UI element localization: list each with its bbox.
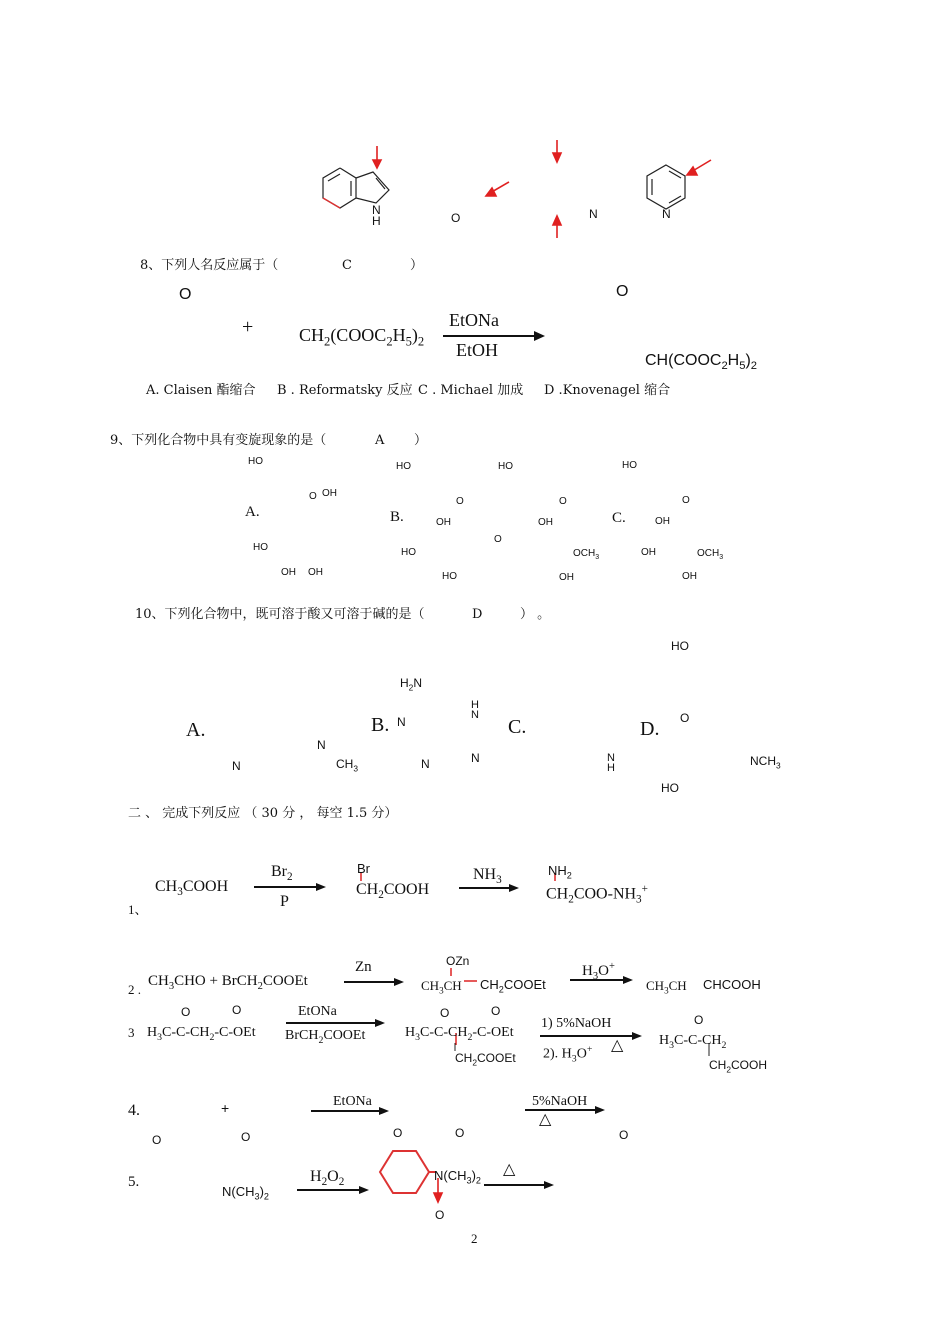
pyridine-n-label: N [662, 207, 671, 221]
rxn4-num: 4. [128, 1102, 140, 1119]
rxn2-above2: $H_3O^+$ [582, 961, 615, 982]
q9-b-o-3: O [559, 496, 567, 507]
rxn5-reactant: $N(CH_3)_2$ [222, 1184, 269, 1202]
rxn2-intermediate: $CH_3CH$ [421, 978, 462, 996]
rxn4-o-2: O [241, 1130, 251, 1144]
q8-question: 8、下列人名反应属于（ [140, 258, 279, 273]
rxn3-int-o-2: O [491, 1004, 501, 1018]
rxn3-prod-o: O [694, 1013, 704, 1027]
rxn1-num: 1、 [128, 902, 148, 917]
q8-option-d: D .Knovenagel 缩合 [544, 383, 671, 398]
rxn3-intermediate: $H_3C-C-CH_2-C$-OEt [405, 1025, 514, 1043]
rxn1-int-br: Br [357, 861, 370, 876]
rxn3-above1: EtONa [298, 1004, 337, 1019]
q9-option-b: B. [390, 509, 404, 525]
q9-b-ho-2: HO [401, 547, 416, 558]
rxn3-step1: 1) 5%NaOH [541, 1016, 612, 1031]
rxn1-reactant: $CH_3COOH$ [155, 878, 229, 899]
q10-d-o: O [680, 711, 690, 725]
q9-answer: A [375, 433, 385, 448]
rxn1-above2: $NH_3$ [473, 866, 502, 887]
q9-b-ho-1: HO [396, 461, 411, 472]
q10-option-d: D. [640, 718, 660, 740]
indole-nh-label: N H [372, 203, 381, 228]
q8-below-arrow: EtOH [456, 340, 498, 360]
q9-option-c: C. [612, 510, 626, 526]
rxn3-product: $H_3C-C-CH_2$ [659, 1033, 727, 1051]
rxn1-prod-nh2: $NH_2$ [548, 863, 572, 881]
q8-option-a: A. Claisen 酯缩合 [146, 383, 256, 398]
rxn4-delta: △ [539, 1111, 552, 1128]
q10-c-n-2: N [471, 751, 480, 765]
q9-b-ho-3: HO [442, 571, 457, 582]
q9-c-oh-3: OH [682, 571, 697, 582]
q9-c-oh-1: OH [655, 516, 670, 527]
rxn3-delta: △ [611, 1037, 624, 1054]
q8-reagent: $CH_2(COOC_2H_5)_2$ [299, 325, 425, 349]
q9-b-oh-3: OH [559, 572, 574, 583]
rxn3-reactant: $H_3C-C-CH_2-C$-OEt [147, 1025, 256, 1043]
q9-c-och3: $OCH_3$ [697, 548, 724, 561]
q9-c-oh-2: OH [641, 547, 656, 558]
rxn2-product-b: CHCOOH [703, 977, 761, 992]
q10-close: ） 。 [520, 607, 551, 622]
q8-product-label: $CH(COOC_2H_5)_2$ [645, 352, 758, 373]
q10-d-nch3: $NCH_3$ [750, 754, 781, 771]
pyrrole-n-label: N [589, 207, 598, 221]
q10-b-h2n: $H_2N$ [400, 676, 423, 693]
q10-b-ch3: $CH_3$ [336, 757, 359, 774]
rxn2-product: $CH_3CH$ [646, 978, 687, 996]
q10-question: 10、下列化合物中，既可溶于酸又可溶于碱的是（ [135, 607, 425, 622]
q8-plus: + [242, 316, 254, 338]
q10-option-a: A. [186, 719, 206, 741]
rxn3-o-2: O [232, 1003, 242, 1017]
q8-close: ） [410, 258, 424, 273]
rxn5-delta: △ [503, 1161, 516, 1178]
q9-option-a: A. [245, 504, 260, 520]
rxn3-o-1: O [181, 1005, 191, 1019]
q9-b-oh-2: OH [538, 517, 553, 528]
q9-c-ho-1: HO [622, 460, 637, 471]
rxn1-product: $CH_2COO-NH_3^+$ [546, 883, 648, 906]
rxn2-ozn: OZn [446, 954, 470, 968]
q8-reactant-o: O [179, 286, 192, 303]
q10-b-n-2: N [317, 738, 326, 752]
rxn3-int-o-1: O [440, 1006, 450, 1020]
rxn2-reactants: $CH_3CHO$ + BrCH$_2$COOEt [148, 973, 308, 992]
q9-a-oh-1: OH [322, 488, 337, 499]
rxn4-o-4: O [455, 1126, 465, 1140]
rxn5-o: O [435, 1208, 445, 1222]
rxn3-step2: 2). $H_3O^+$ [543, 1044, 593, 1065]
rxn4-above2: 5%NaOH [532, 1094, 588, 1109]
furan-o-label: O [451, 211, 461, 225]
q9-a-ho-2: HO [253, 542, 268, 553]
q9-b-ho-4: HO [498, 461, 513, 472]
rxn3-num: 3 [128, 1025, 135, 1040]
q9-c-o: O [682, 495, 690, 506]
q10-option-b: B. [371, 714, 390, 736]
rxn3-int-sub: $CH_2COOEt$ [455, 1051, 516, 1068]
q9-a-o: O [309, 491, 317, 502]
rxn3-prod-sub: $CH_2COOH$ [709, 1058, 768, 1075]
q10-d-ho-2: HO [661, 781, 679, 795]
q9-b-oh-1: OH [436, 517, 451, 528]
q9-b-och3: $OCH_3$ [573, 548, 600, 561]
q9-a-ho-1: HO [248, 456, 263, 467]
q10-a-n: N [232, 759, 241, 773]
q9-a-oh-3: OH [308, 567, 323, 578]
q8-product-o: O [616, 283, 629, 300]
rxn2-num: 2 . [128, 982, 141, 997]
q10-option-c: C. [508, 716, 527, 738]
rxn4-o-3: O [393, 1126, 403, 1140]
section2-heading: 二 、 完成下列反应 （ 30 分 ， 每空 1.5 分） [128, 806, 398, 821]
q9-b-o-2: O [494, 534, 502, 545]
rxn2-above1: Zn [355, 959, 372, 975]
q9-close: ） [414, 433, 428, 448]
rxn4-o-5: O [619, 1128, 629, 1142]
rxn5-num: 5. [128, 1174, 140, 1190]
rxn2-intermediate-b: $CH_2COOEt$ [480, 977, 546, 995]
q8-option-c: C . Michael 加成 [418, 383, 524, 398]
rxn1-below1: P [280, 893, 289, 910]
q8-answer: C [342, 258, 352, 273]
q9-a-oh-2: OH [281, 567, 296, 578]
q10-c-nh: H N [471, 699, 479, 721]
q9-b-o-1: O [456, 496, 464, 507]
rxn5-above1: $H_2O_2$ [310, 1168, 345, 1189]
rxn1-above1: $Br_2$ [271, 863, 293, 884]
q8-above-arrow: EtONa [449, 310, 499, 330]
q10-d-nh: N H [607, 752, 615, 774]
rxn4-above1: EtONa [333, 1094, 372, 1109]
page-number: 2 [471, 1231, 478, 1246]
rxn1-intermediate: $CH_2COOH$ [356, 881, 430, 902]
rxn4-plus: + [221, 1100, 230, 1116]
rxn3-below1: BrCH$_2$COOEt [285, 1028, 366, 1046]
q10-c-n-1: N [421, 757, 430, 771]
q9-question: 9、下列化合物中具有变旋现象的是（ [110, 433, 327, 448]
rxn5-intermediate: $N(CH_3)_2$ [434, 1168, 481, 1186]
rxn4-o-1: O [152, 1133, 162, 1147]
q10-b-n-1: N [397, 715, 406, 729]
q8-option-b: B . Reformatsky 反应 [277, 383, 413, 398]
q10-d-ho-1: HO [671, 639, 689, 653]
q10-answer: D [472, 607, 483, 622]
